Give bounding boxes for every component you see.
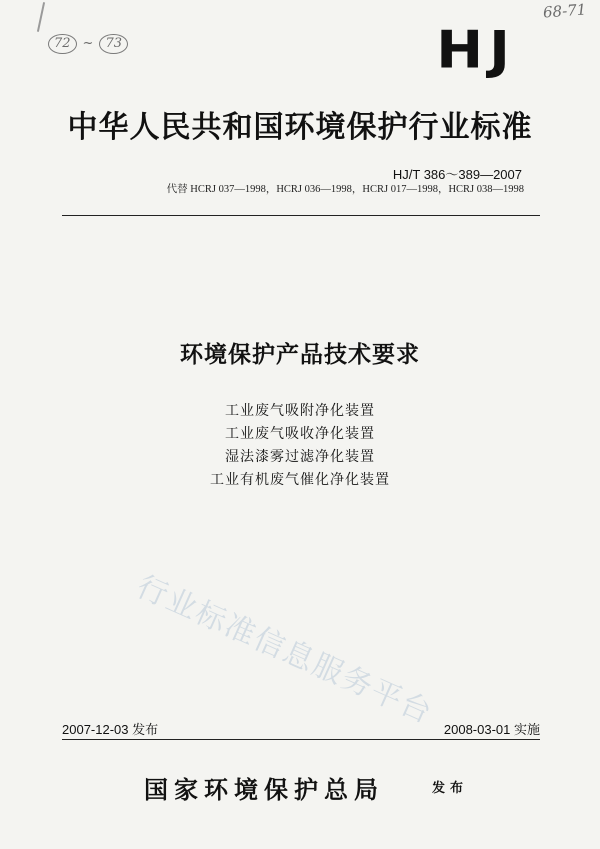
handwritten-page-range: [48, 34, 128, 54]
subtitle-item: 工业废气吸附净化装置: [225, 403, 375, 419]
hj-logo: HJ: [436, 20, 516, 81]
standard-number: HJ/T 386～389—2007: [392, 167, 522, 182]
subtitle-item: 工业废气吸收净化装置: [225, 426, 375, 442]
circled-number-start: 72: [48, 34, 77, 54]
standard-category-title: 中华人民共和国环境保护行业标准: [67, 110, 533, 145]
subtitle-item: 工业有机废气催化净化装置: [210, 472, 390, 488]
handwritten-corner-note: 68-71: [542, 0, 587, 22]
handwritten-separator: ~: [82, 36, 94, 51]
circled-number-end: 73: [99, 34, 128, 54]
subtitle-item: 湿法漆雾过滤净化装置: [225, 449, 375, 465]
issuing-label: 发布: [432, 781, 469, 796]
issue-date: 2007-12-03 发布: [62, 722, 159, 737]
footer-divider: [62, 739, 540, 740]
watermark-text: 行业标准信息服务平台: [131, 569, 439, 732]
handwritten-mark: [37, 2, 45, 32]
effective-date: 2008-03-01 实施: [443, 722, 540, 737]
issuing-authority: 国家环境保护总局: [144, 776, 384, 804]
replaces-standards: 代替 HCRJ 037—1998，HCRJ 036—1998，HCRJ 017—1998，HCRJ 038—1998: [166, 184, 524, 195]
document-title: 环境保护产品技术要求: [180, 342, 420, 368]
header-divider: [62, 215, 540, 216]
subtitle-list: [0, 400, 600, 492]
